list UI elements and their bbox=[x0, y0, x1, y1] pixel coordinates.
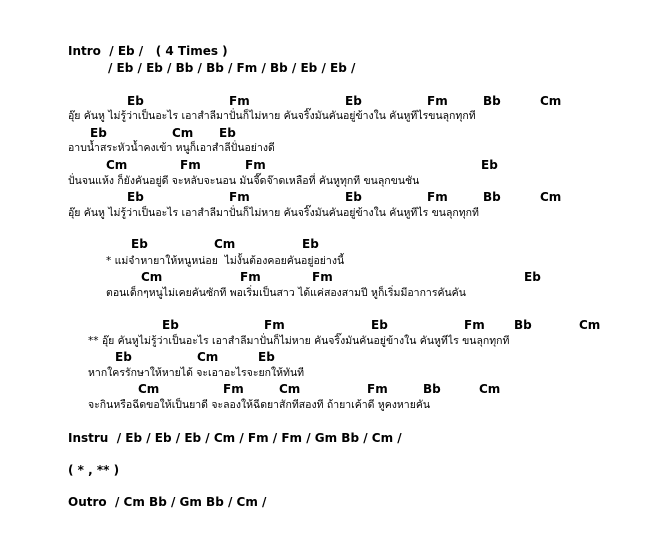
chorus-chord-line-2 bbox=[0, 350, 666, 364]
chord: Eb bbox=[258, 350, 275, 364]
chord: Fm bbox=[264, 318, 285, 332]
chord: Fm bbox=[245, 158, 266, 172]
chord: Eb bbox=[345, 94, 362, 108]
chord: Fm bbox=[427, 94, 448, 108]
chord: Fm bbox=[427, 190, 448, 204]
chord: Eb bbox=[131, 237, 148, 251]
chorus-lyric-line-1: ** อุ๊ย คันหูไม่รู้ว่าเป็นอะไร เอาสำลีมาปั่นก็ไม่หาย คันจริ๊งมันคันอยู่ข้างใน คันหูทีไร ขนลุกทุกที bbox=[88, 335, 510, 347]
outro-line: Outro / Cm Bb / Gm Bb / Cm / bbox=[68, 495, 267, 509]
verse1-chord-line-3 bbox=[0, 158, 666, 172]
chord: Fm bbox=[180, 158, 201, 172]
verse1-lyric-line-3: ปั่นจนแห้ง ก็ยังคันอยู่ดี จะหลับจะนอน มันจี๊ดจ๊าดเหลือที่ คันหูทุกที ขนลุกขนชัน bbox=[68, 175, 420, 187]
chord: Cm bbox=[141, 270, 163, 284]
verse1-lyric-line-2: อาบน้ำสระหัวน้ำคงเข้า หนูก็เอาสำลีปั่นอย่างดี bbox=[68, 142, 275, 154]
chord: Cm bbox=[540, 94, 562, 108]
chorus-lyric-line-3: จะกินหรือฉีดขอให้เป็นยาดี จะลองให้ฉีดยาสักทีสองที ถ้ายาเค้าดี หูคงหายคัน bbox=[88, 399, 431, 411]
bridge-lyric-line-2: ตอนเด็กๆหนูไม่เคยคันซักที พอเริ่มเป็นสาว ได้แค่สองสามปี หูก็เริ่มมีอาการคันคัน bbox=[106, 287, 466, 299]
chord: Eb bbox=[162, 318, 179, 332]
chord: Bb bbox=[423, 382, 441, 396]
chord: Cm bbox=[106, 158, 128, 172]
verse1-lyric-line-1: อุ๊ย คันหู ไม่รู้ว่าเป็นอะไร เอาสำลีมาปั่นก็ไม่หาย คันจริ๊งมันคันอยู่ข้างใน คันหูทีไรขนลุกทุกที bbox=[68, 110, 476, 122]
chord: Fm bbox=[464, 318, 485, 332]
chord: Fm bbox=[312, 270, 333, 284]
chord: Eb bbox=[127, 190, 144, 204]
chord: Cm bbox=[479, 382, 501, 396]
intro-chord-progression: / Eb / Eb / Bb / Bb / Fm / Bb / Eb / Eb / bbox=[108, 61, 356, 75]
chord: Fm bbox=[240, 270, 261, 284]
chorus-lyric-line-2: หากใครรักษาให้หายได้ จะเอาอะไรจะยกให้ทันที bbox=[88, 367, 305, 379]
chord: Bb bbox=[514, 318, 532, 332]
verse1-chord-line-2 bbox=[0, 126, 666, 140]
chord: Eb bbox=[219, 126, 236, 140]
bridge-chord-line-2 bbox=[0, 270, 666, 284]
chord: Cm bbox=[279, 382, 301, 396]
chord: Cm bbox=[172, 126, 194, 140]
verse1-lyric-line-4: อุ๊ย คันหู ไม่รู้ว่าเป็นอะไร เอาสำลีมาปั่นก็ไม่หาย คันจริ๊งมันคันอยู่ข้างใน คันหูทีไร ขนลุกทุกที bbox=[68, 207, 479, 219]
chord: Eb bbox=[481, 158, 498, 172]
bridge-chord-line-1 bbox=[0, 237, 666, 251]
verse1-chord-line-1 bbox=[0, 94, 666, 108]
chord: Eb bbox=[524, 270, 541, 284]
chord: Eb bbox=[90, 126, 107, 140]
intro-line: Intro / Eb / ( 4 Times ) bbox=[68, 44, 228, 58]
chord: Fm bbox=[229, 94, 250, 108]
chord: Fm bbox=[367, 382, 388, 396]
chord: Cm bbox=[138, 382, 160, 396]
chord: Cm bbox=[197, 350, 219, 364]
verse1-chord-line-4 bbox=[0, 190, 666, 204]
chorus-chord-line-3 bbox=[0, 382, 666, 396]
instru-line: Instru / Eb / Eb / Eb / Cm / Fm / Fm / Gm Bb / Cm / bbox=[68, 431, 402, 445]
chord: Eb bbox=[302, 237, 319, 251]
chord: Bb bbox=[483, 190, 501, 204]
chord: Cm bbox=[540, 190, 562, 204]
bridge-lyric-line-1: * แม่จำหายาให้หนูหน่อย ไม่งั้นต้องคอยคันอยู่อย่างนี้ bbox=[106, 255, 345, 267]
chord: Eb bbox=[127, 94, 144, 108]
chord: Eb bbox=[115, 350, 132, 364]
chord: Cm bbox=[214, 237, 236, 251]
chord: Fm bbox=[229, 190, 250, 204]
chord: Cm bbox=[579, 318, 601, 332]
repeat-marker: ( * , ** ) bbox=[68, 463, 120, 477]
chord: Eb bbox=[345, 190, 362, 204]
chorus-chord-line-1 bbox=[0, 318, 666, 332]
chord: Bb bbox=[483, 94, 501, 108]
chord: Fm bbox=[223, 382, 244, 396]
chord: Eb bbox=[371, 318, 388, 332]
